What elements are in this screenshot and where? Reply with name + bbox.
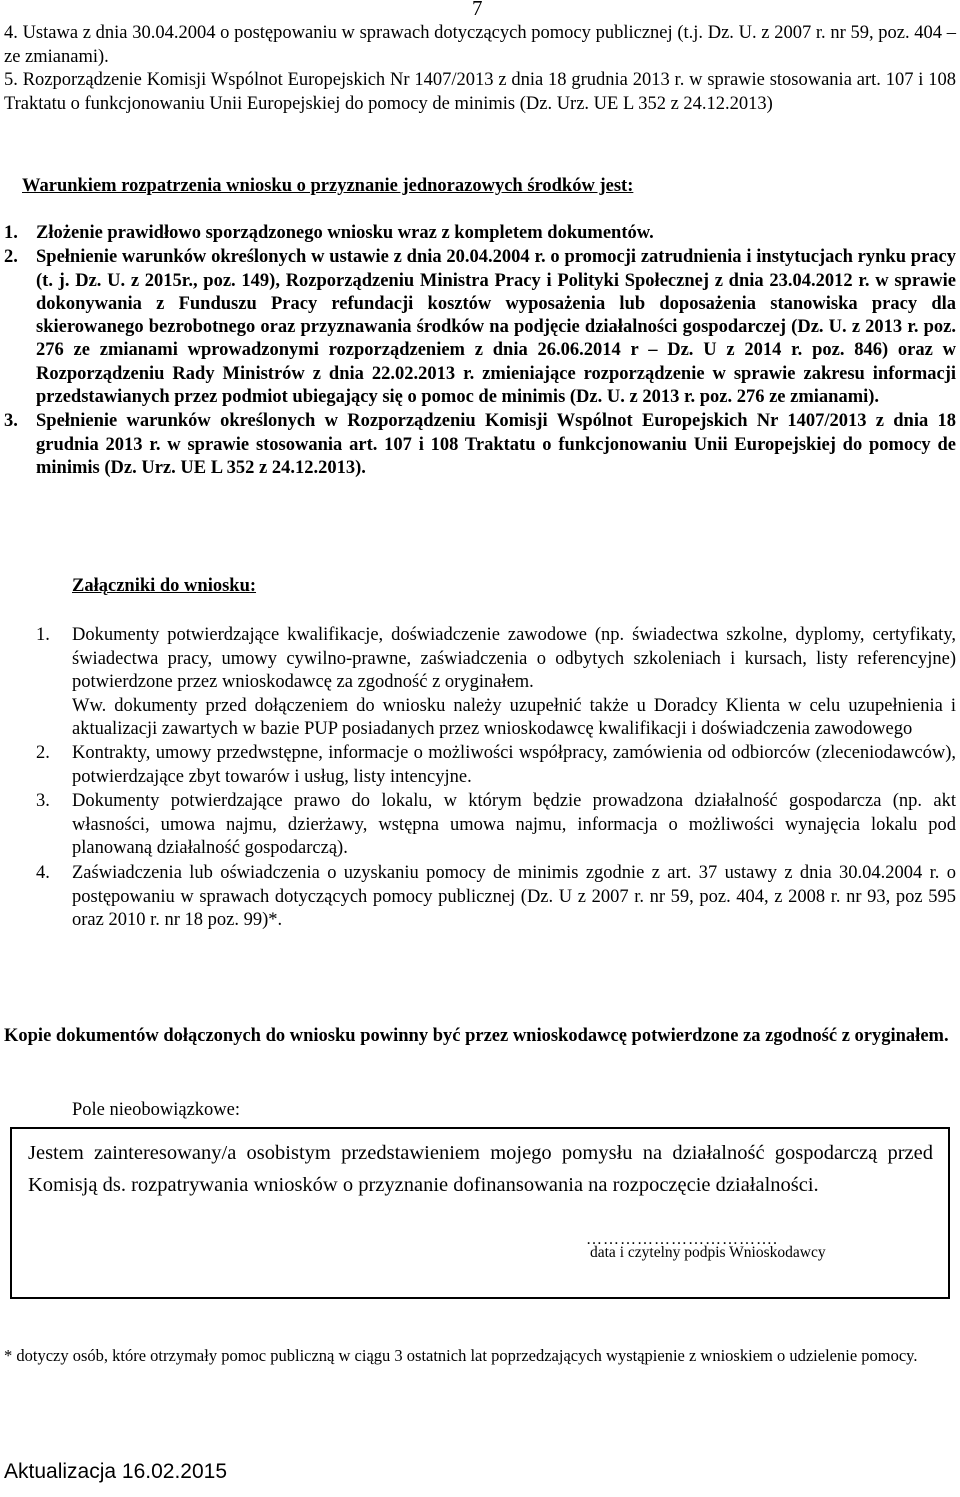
- optional-field-label: Pole nieobowiązkowe:: [72, 1100, 240, 1120]
- attachment-note: Ww. dokumenty przed dołączeniem do wniosku należy uzupełnić także u Doradcy Klienta w celu uzupełnienia i aktualizacji zawartych w bazie PUP posiadanych przez wnioskodawcę kwalifikacji i doświadczenia zawodowego: [72, 695, 956, 740]
- attachment-number: 4.: [36, 862, 50, 883]
- condition-text: Złożenie prawidłowo sporządzonego wniosku wraz z kompletem dokumentów.: [36, 223, 654, 243]
- signature-line: …………………………….: [586, 1231, 778, 1248]
- attachments-heading: Załączniki do wniosku:: [72, 576, 257, 596]
- attachment-item: [4, 624, 956, 695]
- condition-number: 2.: [4, 247, 18, 268]
- condition-item: [4, 246, 956, 409]
- footnote: * dotyczy osób, które otrzymały pomoc publiczną w ciągu 3 ostatnich lat poprzedzających wystąpienie z wnioskiem o udzielenie pomocy.: [4, 1346, 918, 1365]
- declaration-text: Jestem zainteresowany/a osobistym przedstawieniem mojego pomysłu na działalność gospodarczą przed Komisją ds. rozpatrywania wniosków o przyznanie dofinansowania na rozpoczęcie działalności.: [28, 1142, 933, 1196]
- conditions-heading: Warunkiem rozpatrzenia wniosku o przyznanie jednorazowych środków jest:: [22, 176, 634, 196]
- attachment-text: Dokumenty potwierdzające kwalifikacje, doświadczenie zawodowe (np. świadectwa szkolne, dyplomy, certyfikaty, świadectwa pracy, umowy cywilno-prawne, zaświadczenia o odbytych szkoleniach i kursach, listy referencyjne) potwierdzone przez wnioskodawcę za zgodność z oryginałem.: [72, 625, 956, 693]
- attachment-number: 3.: [36, 791, 50, 812]
- reference-item: 5. Rozporządzenie Komisji Wspólnot Europejskich Nr 1407/2013 z dnia 18 grudnia 2013 r. w sprawie stosowania art. 107 i 108 Traktatu o funkcjonowaniu Unii Europejskiej do pomocy de minimis (Dz. Urz. UE L 352 z 24.12.2013): [4, 70, 956, 114]
- attachment-item: [4, 742, 956, 789]
- attachment-text: Kontrakty, umowy przedwstępne, informacje o możliwości współpracy, zamówienia od odbiorców (zleceniodawców), potwierdzające zbyt towarów i usług, listy intencyjne.: [72, 742, 956, 787]
- attachments-list: [4, 624, 956, 933]
- attachment-item: [4, 790, 956, 861]
- condition-item: [4, 410, 956, 480]
- update-date: Aktualizacja 16.02.2015: [4, 1460, 227, 1483]
- condition-item: [4, 222, 956, 245]
- legal-references: [4, 22, 956, 116]
- conditions-list: [4, 222, 956, 480]
- reference-item: 4. Ustawa z dnia 30.04.2004 o postępowaniu w sprawach dotyczących pomocy publicznej (t.j. Dz. U. z 2007 r. nr 59, poz. 404 – ze zmianami).: [4, 23, 956, 67]
- condition-number: 3.: [4, 411, 18, 432]
- attachment-number: 2.: [36, 742, 50, 763]
- copies-certification-note: Kopie dokumentów dołączonych do wniosku powinny być przez wnioskodawcę potwierdzone za zgodność z oryginałem.: [4, 1026, 949, 1046]
- attachment-item: [4, 862, 956, 933]
- condition-number: 1.: [4, 223, 18, 243]
- page-number: 7: [472, 0, 483, 20]
- attachment-text: Dokumenty potwierdzające prawo do lokalu, w którym będzie prowadzona działalność gospodarcza (np. akt własności, umowa najmu, dzierżawy, wstępna umowa najmu, informacja o możliwości wynajęcia lokalu pod planowaną działalność gospodarczą).: [72, 791, 956, 859]
- condition-text: Spełnienie warunków określonych w Rozporządzeniu Komisji Wspólnot Europejskich Nr 1407/2013 z dnia 18 grudnia 2013 r. w sprawie stosowania art. 107 i 108 Traktatu o funkcjonowaniu Unii Europejskiej do pomocy de minimis (Dz. Urz. UE L 352 z 24.12.2013).: [36, 411, 956, 478]
- declaration-box: [10, 1127, 950, 1299]
- attachment-number: 1.: [36, 625, 50, 645]
- signature-label: data i czytelny podpis Wnioskodawcy: [590, 1244, 826, 1261]
- condition-text: Spełnienie warunków określonych w ustawie z dnia 20.04.2004 r. o promocji zatrudnienia i instytucjach rynku pracy (t. j. Dz. U. z 2015r., poz. 149), Rozporządzeniu Ministra Pracy i Polityki Społecznej z dnia 23.04.2012 r. w sprawie dokonywania z Funduszu Pracy refundacji kosztów wyposażenia lub doposażenia stanowiska pracy dla skierowanego bezrobotnego oraz przyznawania środków na podjęcie działalności gospodarczej (Dz. U. z 2013 r. poz. 276 ze zmianami wprowadzonymi rozporządzeniem z dnia 26.06.2014 r – Dz. U z 2014 r. poz. 846) oraz w Rozporządzeniu Rady Ministrów z dnia 22.02.2013 r. zmieniające rozporządzenie w sprawie zakresu informacji przedstawianych przez podmiot ubiegający się o pomoc de minimis (Dz. U. z 2013 r. poz. 276 ze zmianami).: [36, 247, 956, 408]
- attachment-text: Zaświadczenia lub oświadczenia o uzyskaniu pomocy de minimis zgodnie z art. 37 ustawy z dnia 30.04.2004 r. o postępowaniu w sprawach dotyczących pomocy publicznej (Dz. U z 2007 r. nr 59, poz. 404, z 2008 r. nr 93, poz 595 oraz 2010 r. nr 18 poz. 99)*.: [72, 862, 956, 931]
